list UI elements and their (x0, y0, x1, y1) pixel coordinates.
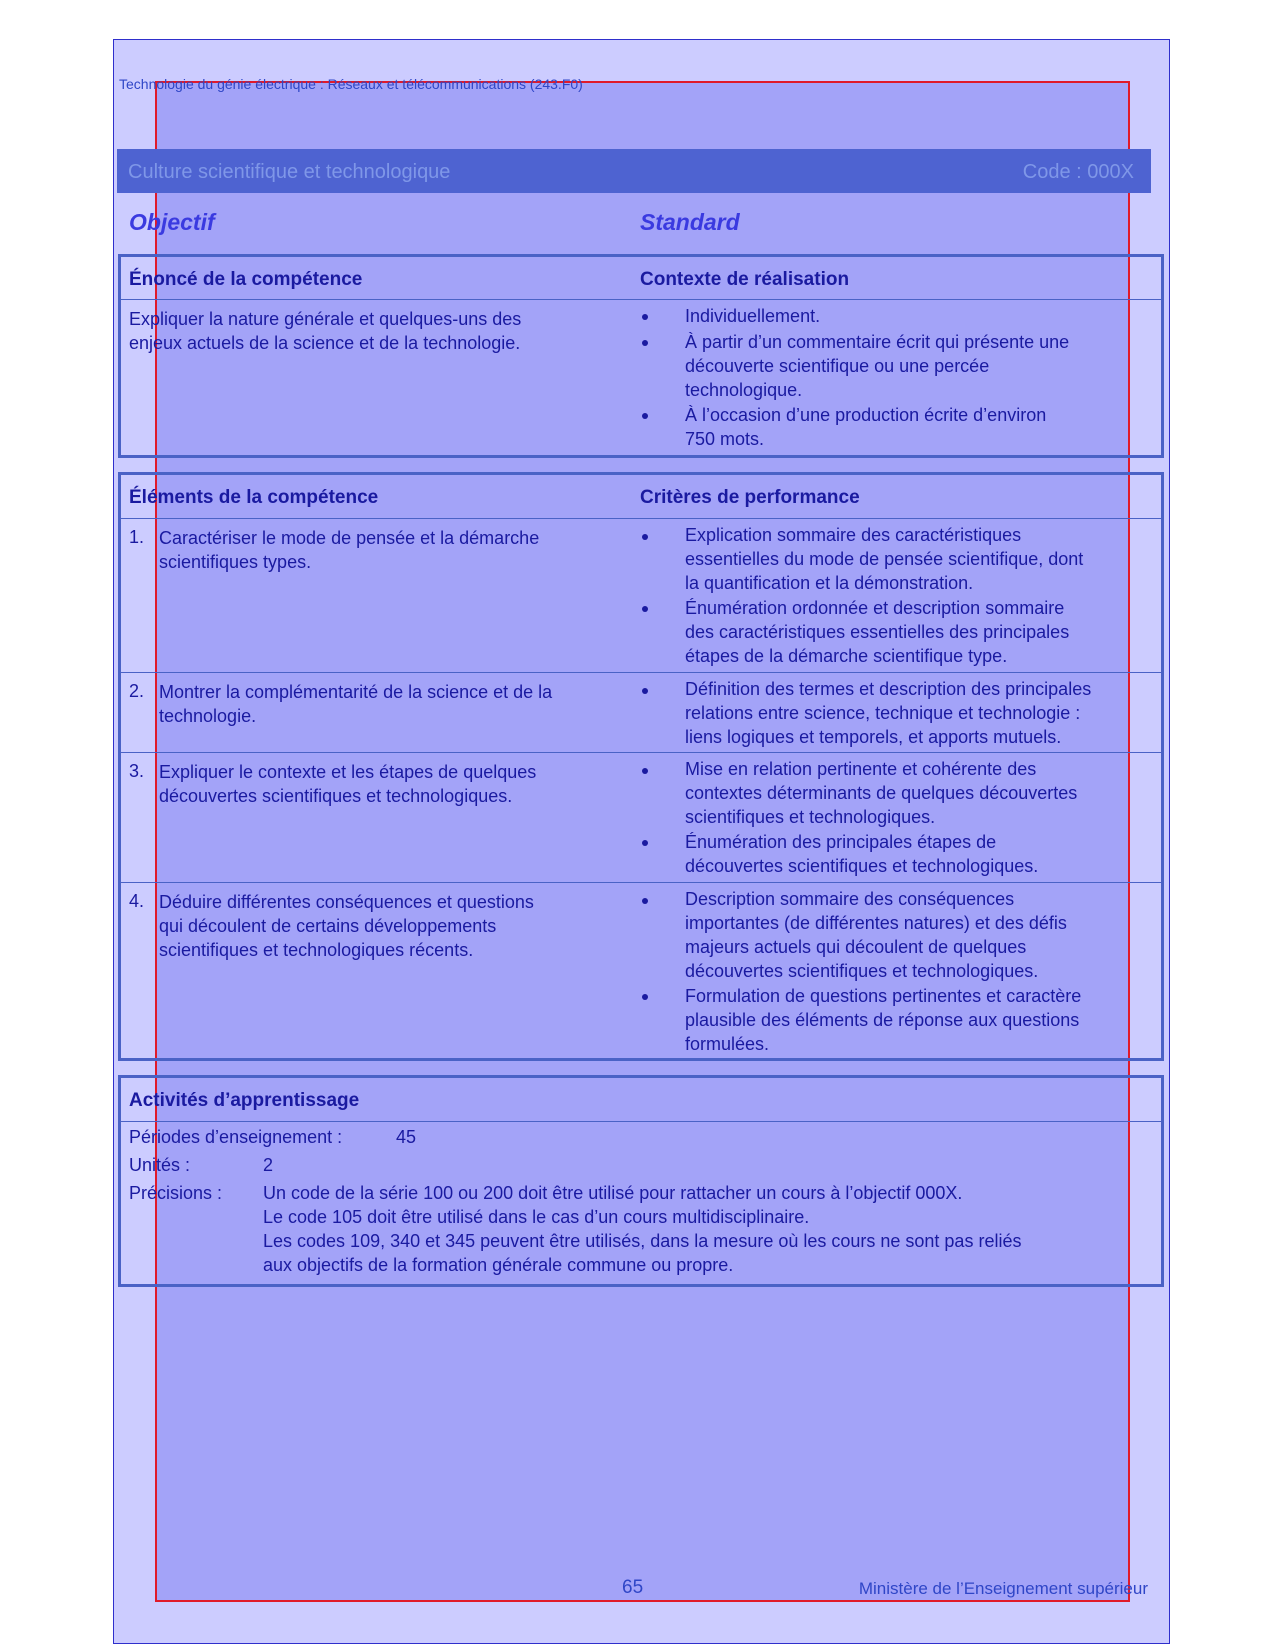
precision-line: Un code de la série 100 ou 200 doit être utilisé pour rattacher un cours à l’objectif 000X. (263, 1183, 963, 1203)
running-head: Technologie du génie électrique : Réseaux et télécommunications (243.F0) (119, 76, 583, 92)
contexte-line: technologique. (685, 380, 803, 400)
criteres-label: Critères de performance (640, 487, 860, 508)
criterion-line: formulées. (685, 1034, 770, 1054)
criterion-line: Formulation de questions pertinentes et caractère (685, 986, 1082, 1006)
criterion-line: importantes (de différentes natures) et des défis (685, 913, 1067, 933)
enonce-label: Énoncé de la compétence (129, 269, 363, 290)
criterion-line: Définition des termes et description des principales (685, 679, 1092, 699)
element-number: 3. (129, 761, 145, 781)
unites-value: 2 (263, 1155, 274, 1175)
periodes-value: 45 (396, 1127, 417, 1147)
heading-objectif: Objectif (129, 209, 215, 235)
element-line: Déduire différentes conséquences et questions (159, 892, 534, 912)
heading-standard: Standard (640, 209, 740, 235)
element-line: Montrer la complémentarité de la science et de la (159, 682, 553, 702)
precision-line: Le code 105 doit être utilisé dans le cas d’un cours multidisciplinaire. (263, 1207, 810, 1227)
bullet-icon (642, 314, 648, 320)
bullet-icon (642, 340, 648, 346)
element-number: 1. (129, 527, 145, 547)
bullet-icon (642, 994, 648, 1000)
contexte-label: Contexte de réalisation (640, 269, 850, 290)
banner-code: Code : 000X (1022, 161, 1134, 183)
criterion-line: relations entre science, technique et technologie : (685, 703, 1081, 723)
contexte-line: Individuellement. (685, 306, 821, 326)
criterion-line: la quantification et la démonstration. (685, 573, 974, 593)
unites-label: Unités : (129, 1155, 191, 1175)
criterion-line: découvertes scientifiques et technologiques. (685, 856, 1039, 876)
contexte-line: À partir d’un commentaire écrit qui présente une (685, 332, 1070, 352)
criterion-line: Explication sommaire des caractéristiques (685, 525, 1022, 545)
element-line: Expliquer le contexte et les étapes de quelques (159, 762, 537, 782)
element-line: scientifiques types. (159, 552, 312, 572)
bullet-icon (642, 840, 648, 846)
criterion-line: plausible des éléments de réponse aux questions (685, 1010, 1080, 1030)
bullet-icon (642, 413, 648, 419)
precisions-label: Précisions : (129, 1183, 223, 1203)
precision-line: Les codes 109, 340 et 345 peuvent être utilisés, dans la mesure où les cours ne sont pas reliés (263, 1231, 1022, 1251)
precision-line: aux objectifs de la formation générale commune ou propre. (263, 1255, 734, 1275)
enonce-line: Expliquer la nature générale et quelques-uns des (129, 309, 522, 329)
page-number: 65 (622, 1577, 644, 1598)
criterion-line: essentielles du mode de pensée scientifique, dont (685, 549, 1084, 569)
criterion-line: des caractéristiques essentielles des principales (685, 622, 1070, 642)
elements-label: Éléments de la compétence (129, 487, 379, 508)
enonce-line: enjeux actuels de la science et de la technologie. (129, 333, 521, 353)
bullet-icon (642, 898, 648, 904)
contexte-line: À l’occasion d’une production écrite d’environ (685, 405, 1047, 425)
element-line: qui découlent de certains développements (159, 916, 497, 936)
criterion-line: contextes déterminants de quelques découvertes (685, 783, 1078, 803)
element-number: 2. (129, 681, 145, 701)
bullet-icon (642, 768, 648, 774)
contexte-line: 750 mots. (685, 429, 765, 449)
element-line: Caractériser le mode de pensée et la démarche (159, 528, 540, 548)
criterion-line: liens logiques et temporels, et apports mutuels. (685, 727, 1062, 747)
element-line: découvertes scientifiques et technologiques. (159, 786, 513, 806)
element-line: scientifiques et technologiques récents. (159, 940, 474, 960)
criterion-line: scientifiques et technologiques. (685, 807, 936, 827)
contexte-line: découverte scientifique ou une percée (685, 356, 990, 376)
activites-label: Activités d’apprentissage (129, 1090, 360, 1111)
bullet-icon (642, 688, 648, 694)
criterion-line: étapes de la démarche scientifique type. (685, 646, 1008, 666)
criterion-line: majeurs actuels qui découlent de quelques (685, 937, 1027, 957)
criterion-line: Mise en relation pertinente et cohérente des (685, 759, 1037, 779)
footer-ministry: Ministère de l’Enseignement supérieur (858, 1579, 1148, 1598)
criterion-line: Énumération ordonnée et description sommaire (685, 598, 1065, 618)
banner-title: Culture scientifique et technologique (128, 161, 451, 183)
criterion-line: découvertes scientifiques et technologiques. (685, 961, 1039, 981)
element-line: technologie. (159, 706, 257, 726)
element-number: 4. (129, 891, 145, 911)
criterion-line: Énumération des principales étapes de (685, 832, 997, 852)
bullet-icon (642, 534, 648, 540)
periodes-label: Périodes d’enseignement : (129, 1127, 343, 1147)
criterion-line: Description sommaire des conséquences (685, 889, 1015, 909)
bullet-icon (642, 606, 648, 612)
